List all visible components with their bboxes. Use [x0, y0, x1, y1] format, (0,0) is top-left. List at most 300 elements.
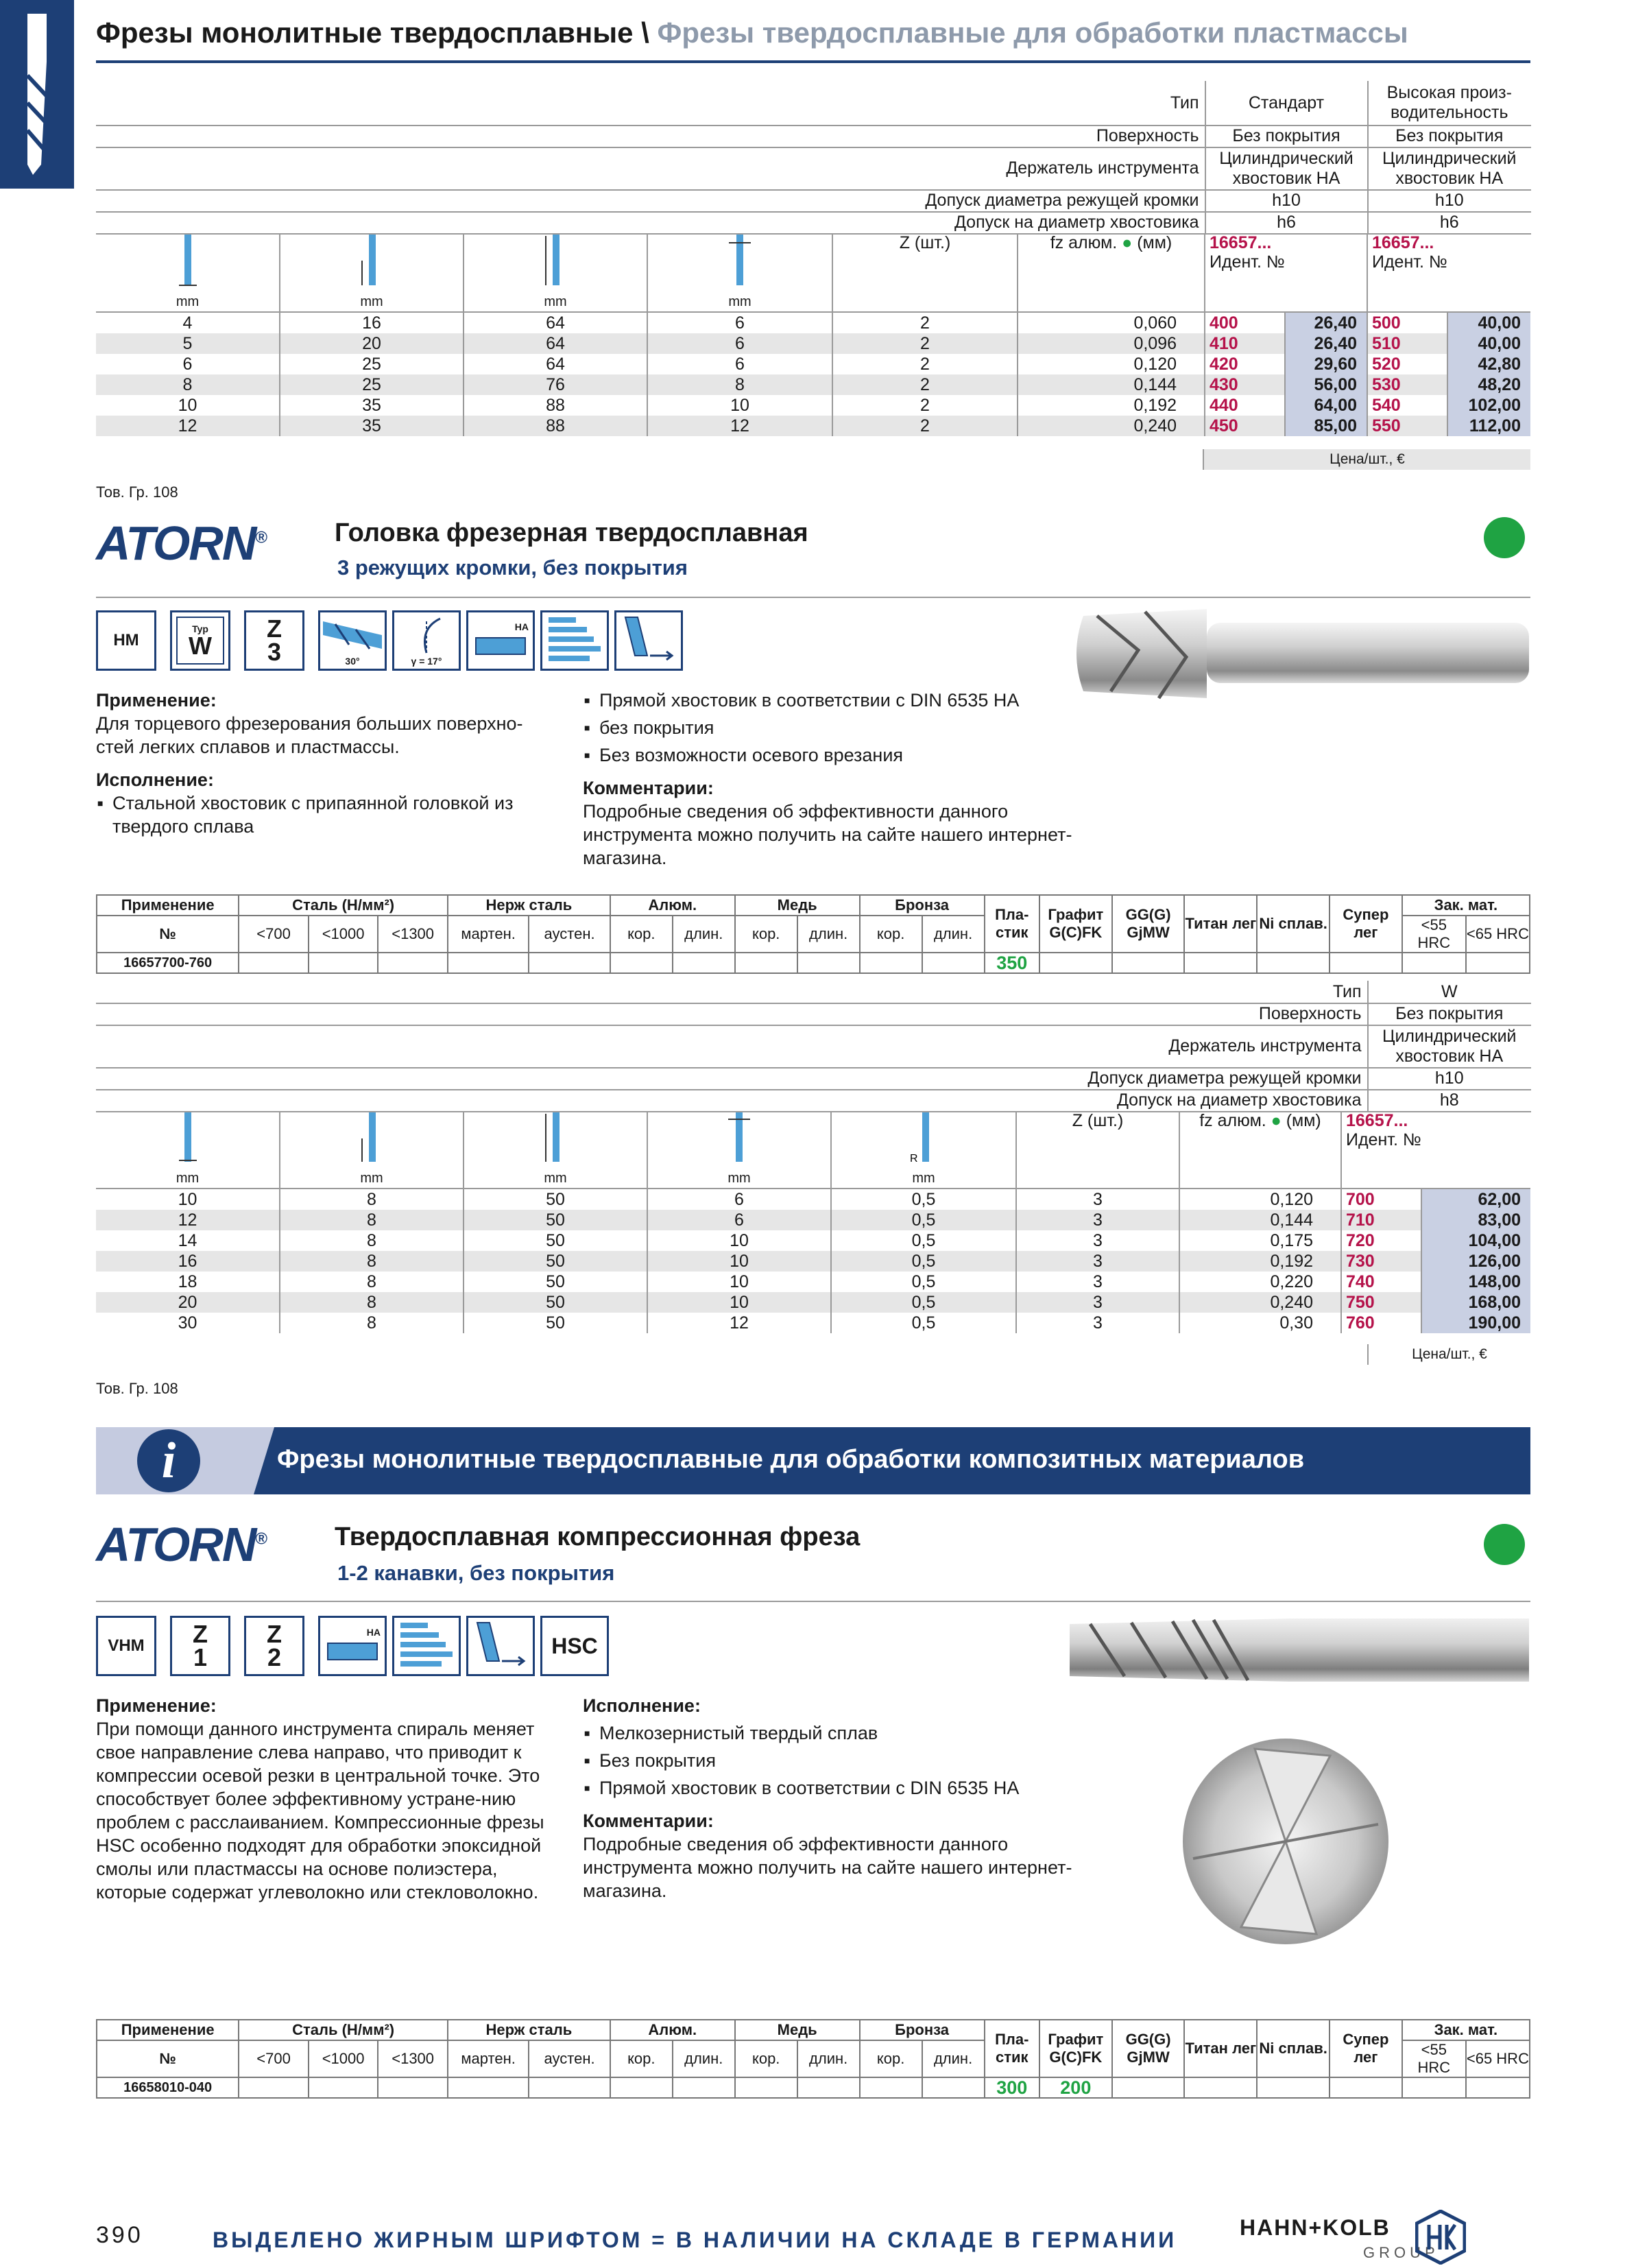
fz-cell: 0,120	[1018, 354, 1205, 374]
flutes-1-icon	[170, 1616, 230, 1676]
spec-label: Допуск диаметра режущей кромки	[97, 190, 1205, 212]
ident-code-cell: 740	[1341, 1272, 1421, 1292]
table-cell: 20	[280, 333, 464, 354]
product-subtitle: 1-2 канавки, без покрытия	[337, 1561, 615, 1585]
logo-group: GROUP	[1363, 2244, 1439, 2261]
table-cell: 4	[96, 312, 280, 333]
mat-subheader: длин.	[922, 916, 985, 953]
data-table-2	[96, 1111, 1530, 1333]
unit-label: mm	[176, 294, 200, 309]
page-number: 390	[96, 2222, 143, 2248]
data-table-1	[96, 233, 1530, 436]
feed-icon	[472, 1620, 529, 1672]
comments-text: Подробные сведения об эффективности данного инструмента можно получить на сайте нашего интернет-магазина.	[583, 801, 1072, 868]
table-cell: 8	[280, 1230, 464, 1251]
icon-text: Typ	[192, 623, 208, 634]
comments-text: Подробные сведения об эффективности данного инструмента можно получить на сайте нашего интернет-магазина.	[583, 1834, 1072, 1901]
mat-cell	[378, 2077, 448, 2098]
mat-header: Пла-стик	[985, 895, 1039, 953]
mat-cell	[448, 953, 529, 973]
mat-cell	[378, 953, 448, 973]
mat-cell	[860, 953, 922, 973]
flutes-header: Z (шт.)	[832, 233, 1018, 312]
ident-code-cell: 750	[1341, 1292, 1421, 1313]
availability-dot-icon	[1484, 1524, 1525, 1565]
table-cell: 16	[280, 312, 464, 333]
fz-unit: (мм)	[1286, 1111, 1321, 1130]
table-cell: 8	[280, 1189, 464, 1210]
table-cell: 12	[96, 416, 280, 436]
banner-text: Фрезы монолитные твердосплавные для обработки композитных материалов	[277, 1445, 1305, 1474]
mat-cell	[1257, 2077, 1330, 2098]
brand-logo	[96, 1517, 266, 1572]
comments-heading: Комментарии:	[583, 1811, 714, 1831]
fz-unit: (мм)	[1137, 233, 1172, 252]
spec-value: h10	[1368, 1068, 1531, 1090]
title-sub: Фрезы твердосплавные для обработки пластмассы	[657, 16, 1408, 49]
mat-header: Ni сплав.	[1257, 895, 1330, 953]
table-cell: 10	[647, 1272, 831, 1292]
table-cell: 0,5	[831, 1210, 1016, 1230]
table-cell: 12	[647, 1313, 831, 1333]
mat-cell	[673, 2077, 735, 2098]
table-cell: 8	[280, 1251, 464, 1272]
execution-item: ■ Прямой хвостовик в соответствии с DIN 6535 HA	[583, 1776, 1076, 1800]
mat-cell	[860, 2077, 922, 2098]
table-cell: 0,5	[831, 1292, 1016, 1313]
code-header	[1341, 1111, 1530, 1189]
price-cell: 126,00	[1421, 1251, 1530, 1272]
unit-label: mm	[727, 1171, 751, 1186]
ident-label: Идент. №	[1346, 1130, 1421, 1149]
application-text: Для торцевого фрезерования больших поверхно-стей легких сплавов и пластмассы.	[96, 713, 523, 757]
mat-cell	[1402, 2077, 1466, 2098]
table-cell: 88	[464, 395, 647, 416]
price-cell: 83,00	[1421, 1210, 1530, 1230]
title-main: Фрезы монолитные твердосплавные	[96, 16, 634, 49]
price-cell: 56,00	[1285, 374, 1367, 395]
table-cell: 8	[647, 374, 832, 395]
mat-header: Пла-стик	[985, 2020, 1039, 2077]
spec-value: Цилиндрический хвостовик HA	[1368, 1025, 1531, 1068]
table-cell: 10	[647, 395, 832, 416]
application-bars-icon	[540, 610, 609, 671]
icon-text: Z	[193, 1620, 208, 1648]
table-cell: 6	[647, 333, 832, 354]
mat-cell	[529, 953, 610, 973]
cutter-diameter-icon	[178, 233, 198, 288]
ident-code-cell: 510	[1367, 333, 1447, 354]
fz-cell: 0,192	[1179, 1251, 1341, 1272]
mat-cell	[529, 2077, 610, 2098]
price-cell: 48,20	[1447, 374, 1530, 395]
mat-subheader: №	[97, 916, 239, 953]
icon-text: γ = 17°	[411, 656, 442, 667]
icon-text: 1	[193, 1643, 208, 1671]
ident-code-cell: 710	[1341, 1210, 1421, 1230]
table-cell: 8	[280, 1313, 464, 1333]
application-block	[96, 689, 549, 838]
table-row	[96, 1251, 1530, 1272]
rake-angle-icon	[392, 610, 461, 671]
mat-cell	[1402, 953, 1466, 973]
price-cell: 40,00	[1447, 333, 1530, 354]
mat-cell	[1466, 2077, 1530, 2098]
mat-subheader: аустен.	[529, 2040, 610, 2077]
product-title: Твердосплавная компрессионная фреза	[335, 1523, 861, 1551]
mat-subheader: <1000	[309, 916, 378, 953]
divider	[96, 1601, 1530, 1602]
table-cell: 64	[464, 354, 647, 374]
mat-value-plastic: 300	[985, 2077, 1039, 2098]
table-cell: 14	[96, 1230, 280, 1251]
table-cell: 3	[1016, 1189, 1179, 1210]
spec-value: Высокая произ-водительность	[1368, 82, 1531, 126]
table-cell: 2	[832, 354, 1018, 374]
helix-icon	[322, 614, 383, 656]
total-length-icon	[542, 1111, 569, 1165]
material-table-2	[96, 2019, 1530, 2099]
mat-header: Ni сплав.	[1257, 2020, 1330, 2077]
mat-subheader: мартен.	[448, 916, 529, 953]
table-row	[96, 1230, 1530, 1251]
page-title	[96, 16, 1408, 49]
table-row	[96, 354, 1530, 374]
spec-value: Цилиндрический хвостовик HA	[1205, 147, 1368, 190]
mat-subheader: длин.	[673, 2040, 735, 2077]
mat-header: Титан лег	[1184, 2020, 1257, 2077]
table-row	[96, 395, 1530, 416]
table-cell: 2	[832, 374, 1018, 395]
table-cell: 10	[96, 395, 280, 416]
mat-header: Медь	[735, 895, 860, 916]
mat-subheader: кор.	[610, 2040, 673, 2077]
mat-header: Супер лег	[1330, 895, 1402, 953]
spec-value: Без покрытия	[1368, 126, 1531, 147]
spec-value: h8	[1368, 1090, 1531, 1112]
table-cell: 50	[464, 1313, 647, 1333]
ident-code-cell: 420	[1205, 354, 1285, 374]
price-cell: 104,00	[1421, 1230, 1530, 1251]
price-label: Цена/шт., €	[1204, 449, 1530, 470]
application-bars-icon	[392, 1616, 461, 1676]
table-cell: 16	[96, 1251, 280, 1272]
mat-subheader: длин.	[797, 2040, 860, 2077]
ident-label: Идент. №	[1372, 252, 1447, 272]
shank-icon	[473, 632, 528, 660]
dim-col-d1	[96, 233, 280, 312]
fz-header	[1179, 1111, 1341, 1189]
ident-code-cell: 410	[1205, 333, 1285, 354]
dim-col-l	[464, 1111, 647, 1189]
icon-text: VHM	[108, 1636, 145, 1655]
mat-header: Супер лег	[1330, 2020, 1402, 2077]
ident-code-cell: 760	[1341, 1313, 1421, 1333]
dim-col-d2	[647, 233, 832, 312]
fz-cell: 0,192	[1018, 395, 1205, 416]
header-rule	[96, 60, 1530, 63]
ident-code-cell: 730	[1341, 1251, 1421, 1272]
unit-label: mm	[912, 1171, 935, 1186]
fz-cell: 0,175	[1179, 1230, 1341, 1251]
price-cell: 26,40	[1285, 333, 1367, 354]
brand-logo	[96, 516, 266, 571]
table-row	[96, 416, 1530, 436]
execution-block	[583, 1694, 1076, 1902]
bars-icon	[398, 1620, 455, 1672]
mat-cell	[1330, 2077, 1402, 2098]
unit-label: mm	[544, 1171, 567, 1186]
table-cell: 10	[647, 1230, 831, 1251]
cutting-length-icon	[358, 233, 385, 288]
mat-subheader: длин.	[797, 916, 860, 953]
hk-emblem-icon	[1415, 2210, 1466, 2265]
product-subtitle: 3 режущих кромки, без покрытия	[337, 556, 688, 580]
mat-cell	[1184, 2077, 1257, 2098]
table-cell: 3	[1016, 1230, 1179, 1251]
price-cell: 102,00	[1447, 395, 1530, 416]
execution-item: ■ Мелкозернистый твердый сплав	[583, 1721, 1076, 1745]
dim-col-r	[831, 1111, 1016, 1189]
brand-mark: ®	[255, 1529, 267, 1549]
radius-symbol: R	[910, 1153, 918, 1165]
spec-label: Допуск на диаметр хвостовика	[97, 1090, 1368, 1112]
execution-item: ■ Без покрытия	[583, 1749, 1076, 1772]
ident-code-cell: 400	[1205, 312, 1285, 333]
mat-header: GG(G) GjMW	[1112, 2020, 1185, 2077]
mat-cell	[797, 2077, 860, 2098]
table-cell: 0,5	[831, 1272, 1016, 1292]
corner-radius-icon	[910, 1111, 937, 1165]
table-cell: 2	[832, 416, 1018, 436]
dim-col-l1	[280, 233, 464, 312]
mat-subheader: <1300	[378, 2040, 448, 2077]
unit-label: mm	[360, 294, 383, 309]
info-icon: i	[161, 1433, 176, 1489]
application-heading: Применение:	[96, 690, 217, 711]
dim-col-l	[464, 233, 647, 312]
mat-subheader: кор.	[610, 916, 673, 953]
fz-cell: 0,220	[1179, 1272, 1341, 1292]
type-w-icon	[170, 610, 230, 671]
mat-cell	[797, 953, 860, 973]
mat-cell	[1330, 953, 1402, 973]
mat-cell	[239, 2077, 309, 2098]
ident-code-cell: 500	[1367, 312, 1447, 333]
mat-header: Алюм.	[610, 2020, 735, 2040]
table-cell: 10	[647, 1292, 831, 1313]
ident-code-cell: 550	[1367, 416, 1447, 436]
product-title: Головка фрезерная твердосплавная	[335, 518, 808, 547]
table-cell: 64	[464, 333, 647, 354]
mat-cell	[735, 2077, 797, 2098]
table-cell: 6	[647, 312, 832, 333]
table-cell: 6	[647, 1189, 831, 1210]
icon-text: Z	[267, 614, 282, 643]
mat-header: Применение	[97, 895, 239, 916]
fz-cell: 0,120	[1179, 1189, 1341, 1210]
mat-subheader: кор.	[735, 916, 797, 953]
spec-table-2	[96, 981, 1531, 1112]
table-cell: 6	[96, 354, 280, 374]
mat-header: Графит G(C)FK	[1039, 2020, 1112, 2077]
price-label: Цена/шт., €	[1412, 1346, 1487, 1362]
mat-subheader: кор.	[860, 2040, 922, 2077]
cutting-length-icon	[358, 1111, 385, 1165]
mat-cell	[1257, 953, 1330, 973]
code-prefix: 16657...	[1372, 233, 1434, 252]
table-cell: 2	[832, 395, 1018, 416]
table-row	[96, 312, 1530, 333]
fz-label: fz алюм.	[1199, 1111, 1266, 1130]
fz-cell: 0,240	[1018, 416, 1205, 436]
mat-article-id: 16657700-760	[97, 953, 239, 973]
table-cell: 6	[647, 354, 832, 374]
mat-cell	[309, 953, 378, 973]
spec-label: Допуск на диаметр хвостовика	[97, 212, 1205, 234]
price-cell: 168,00	[1421, 1292, 1530, 1313]
cutter-end-view-image	[1179, 1735, 1392, 1948]
table-cell: 6	[647, 1210, 831, 1230]
fz-cell: 0,060	[1018, 312, 1205, 333]
price-cell: 62,00	[1421, 1189, 1530, 1210]
mat-cell	[735, 953, 797, 973]
material-hm-icon	[96, 610, 156, 671]
table-row	[96, 374, 1530, 395]
fz-cell: 0,144	[1179, 1210, 1341, 1230]
shank-ha-icon	[318, 1616, 387, 1676]
mat-header: Графит G(C)FK	[1039, 895, 1112, 953]
bars-icon	[546, 614, 603, 667]
hp-code-header	[1367, 233, 1530, 312]
fz-cell: 0,144	[1018, 374, 1205, 395]
mat-value-plastic: 350	[985, 953, 1039, 973]
features-block	[583, 689, 1076, 870]
spec-value: Без покрытия	[1368, 1003, 1531, 1025]
spec-table-1	[96, 81, 1531, 235]
price-cell: 112,00	[1447, 416, 1530, 436]
group-label: Тов. Гр. 108	[96, 484, 178, 501]
flutes-header: Z (шт.)	[1016, 1111, 1179, 1189]
application-heading: Применение:	[96, 1695, 217, 1716]
mat-header: Зак. мат.	[1402, 2020, 1530, 2040]
mat-subheader: <700	[239, 2040, 309, 2077]
helix-angle-icon	[318, 610, 387, 671]
ident-code-cell: 700	[1341, 1189, 1421, 1210]
mat-header: Бронза	[860, 895, 985, 916]
price-cell: 85,00	[1285, 416, 1367, 436]
table-cell: 35	[280, 416, 464, 436]
mat-subheader: кор.	[735, 2040, 797, 2077]
spec-value: Без покрытия	[1205, 126, 1368, 147]
mat-cell	[448, 2077, 529, 2098]
flutes-2-icon	[244, 1616, 304, 1676]
feature-item: ■ Без возможности осевого врезания	[583, 743, 1076, 767]
mat-header: Сталь (Н/мм²)	[239, 895, 448, 916]
spec-value: h6	[1368, 212, 1531, 234]
table-row	[96, 1313, 1530, 1333]
feature-item: ■ Прямой хвостовик в соответствии с DIN 6535 HA	[583, 689, 1076, 712]
spec-value: Стандарт	[1205, 82, 1368, 126]
feed-icon	[620, 614, 677, 667]
feature-item: ■ без покрытия	[583, 716, 1076, 739]
mat-header: Титан лег	[1184, 895, 1257, 953]
flutes-3-icon	[244, 610, 304, 671]
logo-text: HAHN+KOLB	[1240, 2215, 1391, 2240]
table-cell: 50	[464, 1230, 647, 1251]
icon-text: HA	[366, 1627, 381, 1638]
table-cell: 8	[280, 1272, 464, 1292]
feed-direction-icon	[466, 1616, 535, 1676]
table-row	[96, 1189, 1530, 1210]
unit-label: mm	[360, 1171, 383, 1186]
table-cell: 3	[1016, 1292, 1179, 1313]
table-cell: 0,5	[831, 1251, 1016, 1272]
table-cell: 0,5	[831, 1230, 1016, 1251]
material-vhm-icon	[96, 1616, 156, 1676]
table-cell: 0,5	[831, 1189, 1016, 1210]
execution-item: ■ Стальной хвостовик с припаянной головкой из твердого сплава	[96, 791, 549, 838]
icon-text: 3	[267, 638, 282, 666]
icon-text: HSC	[551, 1633, 598, 1658]
table-cell: 12	[96, 1210, 280, 1230]
mat-subheader: <55 HRC	[1402, 2040, 1466, 2077]
fz-label: fz алюм.	[1050, 233, 1118, 252]
milling-head-image	[1070, 602, 1529, 705]
spec-value: Цилиндрический хвостовик HA	[1368, 147, 1531, 190]
mat-cell	[1466, 953, 1530, 973]
mat-cell	[309, 2077, 378, 2098]
material-table-1	[96, 894, 1530, 974]
hahn-kolb-logo	[1240, 2210, 1466, 2265]
mat-cell	[610, 2077, 673, 2098]
execution-heading: Исполнение:	[96, 769, 214, 790]
table-cell: 8	[280, 1292, 464, 1313]
shank-diameter-icon	[725, 1111, 753, 1165]
icon-text: 2	[267, 1643, 282, 1671]
price-cell: 29,60	[1285, 354, 1367, 374]
price-cell: 148,00	[1421, 1272, 1530, 1292]
mat-header: Нерж сталь	[448, 2020, 610, 2040]
mat-subheader: длин.	[922, 2040, 985, 2077]
brand-name: ATORN	[96, 1518, 256, 1571]
fz-cell: 0,30	[1179, 1313, 1341, 1333]
table-cell: 0,5	[831, 1313, 1016, 1333]
mat-header: Применение	[97, 2020, 239, 2040]
ident-code-cell: 520	[1367, 354, 1447, 374]
mat-subheader: кор.	[860, 916, 922, 953]
icon-text: 30°	[345, 656, 360, 667]
mat-subheader: <65 HRC	[1466, 916, 1530, 953]
price-cell: 64,00	[1285, 395, 1367, 416]
info-banner	[96, 1427, 1530, 1494]
ident-code-cell: 720	[1341, 1230, 1421, 1251]
table-cell: 30	[96, 1313, 280, 1333]
icon-text: HM	[113, 631, 139, 649]
mat-cell	[1112, 953, 1185, 973]
mat-value-graphite: 200	[1039, 2077, 1112, 2098]
table-cell: 3	[1016, 1210, 1179, 1230]
application-block	[96, 1694, 562, 1904]
brand-name: ATORN	[96, 516, 256, 570]
feed-direction-icon	[614, 610, 683, 671]
table-row	[96, 1210, 1530, 1230]
std-code-header	[1205, 233, 1367, 312]
spec-label: Поверхность	[97, 1003, 1368, 1025]
group-label: Тов. Гр. 108	[96, 1380, 178, 1397]
spec-value: h10	[1368, 190, 1531, 212]
table-cell: 12	[647, 416, 832, 436]
